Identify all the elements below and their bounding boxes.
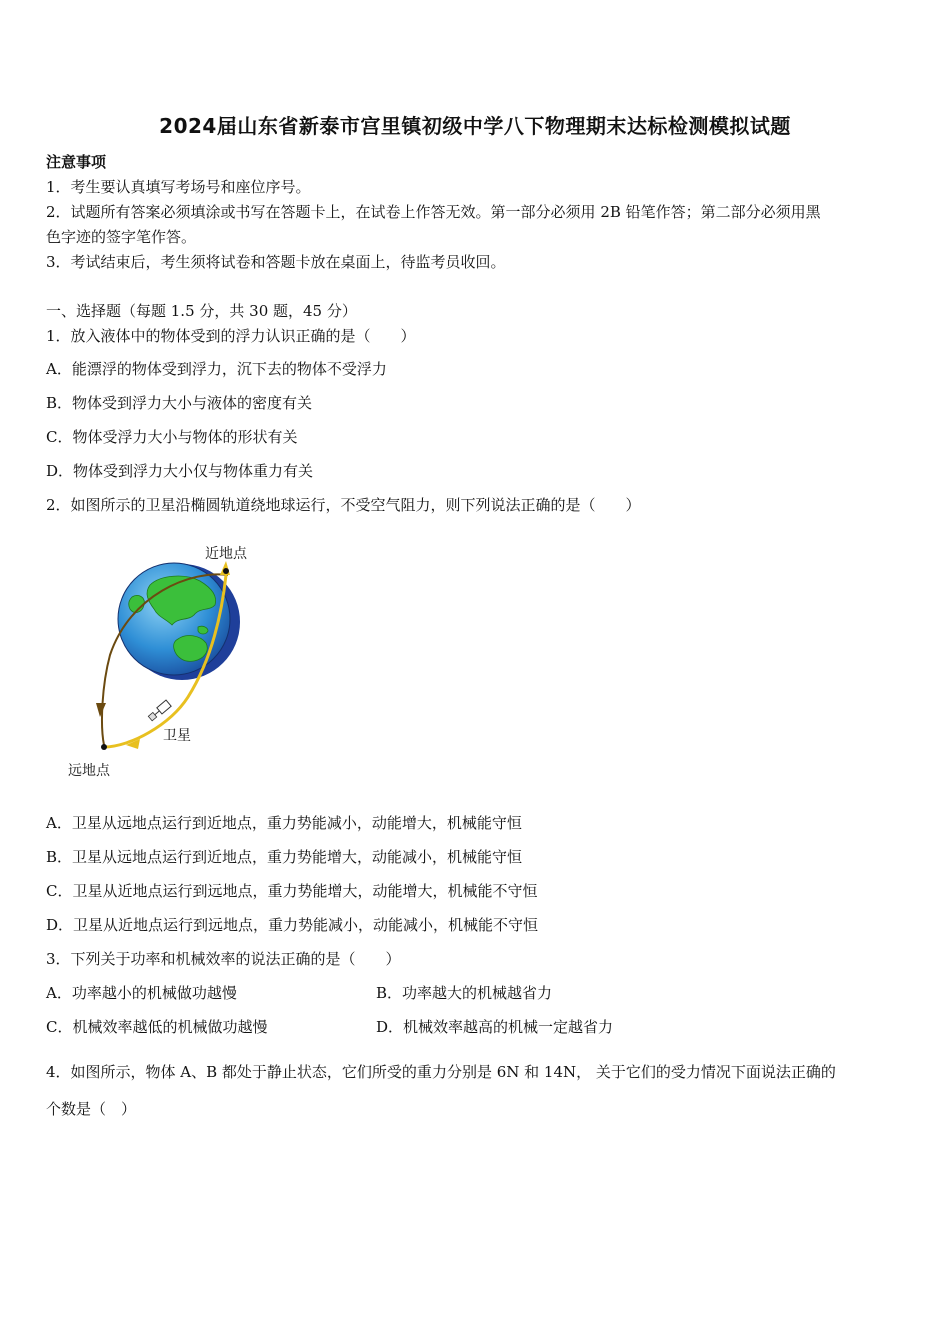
section-heading: 一、选择题（每题 1.5 分，共 30 题，45 分） (46, 302, 357, 320)
question-3-option-b: B．功率越大的机械越省力 (376, 984, 553, 1002)
question-3-option-a: A．功率越小的机械做功越慢 (46, 984, 237, 1002)
continent-australia (174, 636, 208, 662)
question-1-stem: 1．放入液体中的物体受到的浮力认识正确的是（ ） (46, 327, 416, 345)
question-4-stem-continued: 个数是（ ） (46, 1100, 137, 1118)
question-1-option-b: B．物体受到浮力大小与液体的密度有关 (46, 394, 313, 412)
question-2-option-d: D．卫星从近地点运行到远地点，重力势能减小，动能减小，机械能不守恒 (46, 916, 539, 934)
notice-item: 3．考试结束后，考生须将试卷和答题卡放在桌面上，待监考员收回。 (46, 253, 506, 271)
question-2-option-a: A．卫星从远地点运行到近地点，重力势能减小，动能增大，机械能守恒 (46, 814, 522, 832)
question-4-stem: 4．如图所示，物体 A、B 都处于静止状态，它们所受的重力分别是 6N 和 14N， 关于它们的受力情况下面说法正确的 (46, 1063, 836, 1081)
satellite-label: 卫星 (163, 728, 191, 744)
satellite-orbit-figure (60, 535, 320, 785)
question-1-option-c: C．物体受浮力大小与物体的形状有关 (46, 428, 298, 446)
question-3-option-c: C．机械效率越低的机械做功越慢 (46, 1018, 268, 1036)
perigee-point (223, 568, 229, 574)
question-1-option-d: D．物体受到浮力大小仅与物体重力有关 (46, 462, 314, 480)
orbit-arrow-left (96, 703, 106, 717)
continent-islands-se (198, 626, 208, 634)
notice-heading: 注意事项 (46, 153, 107, 171)
notice-item: 2．试题所有答案必须填涂或书写在答题卡上，在试卷上作答无效。第一部分必须用 2B 铅笔作答；第二部分必须用黑 (46, 203, 821, 221)
page-title: 2024届山东省新泰市宫里镇初级中学八下物理期末达标检测模拟试题 (159, 114, 791, 138)
question-3-option-d: D．机械效率越高的机械一定越省力 (376, 1018, 614, 1036)
question-2-option-c: C．卫星从近地点运行到远地点，重力势能增大，动能增大，机械能不守恒 (46, 882, 538, 900)
question-1-option-a: A．能漂浮的物体受到浮力，沉下去的物体不受浮力 (46, 360, 387, 378)
orbit-diagram (60, 535, 320, 785)
notice-item: 色字迹的签字笔作答。 (46, 228, 197, 246)
apogee-point (101, 744, 107, 750)
question-2-stem: 2．如图所示的卫星沿椭圆轨道绕地球运行，不受空气阻力，则下列说法正确的是（ ） (46, 496, 641, 514)
perigee-label: 近地点 (205, 546, 247, 562)
notice-item: 1．考生要认真填写考场号和座位序号。 (46, 178, 311, 196)
apogee-label: 远地点 (68, 763, 110, 779)
question-3-stem: 3．下列关于功率和机械效率的说法正确的是（ ） (46, 950, 401, 968)
question-2-option-b: B．卫星从远地点运行到近地点，重力势能增大，动能减小，机械能守恒 (46, 848, 523, 866)
